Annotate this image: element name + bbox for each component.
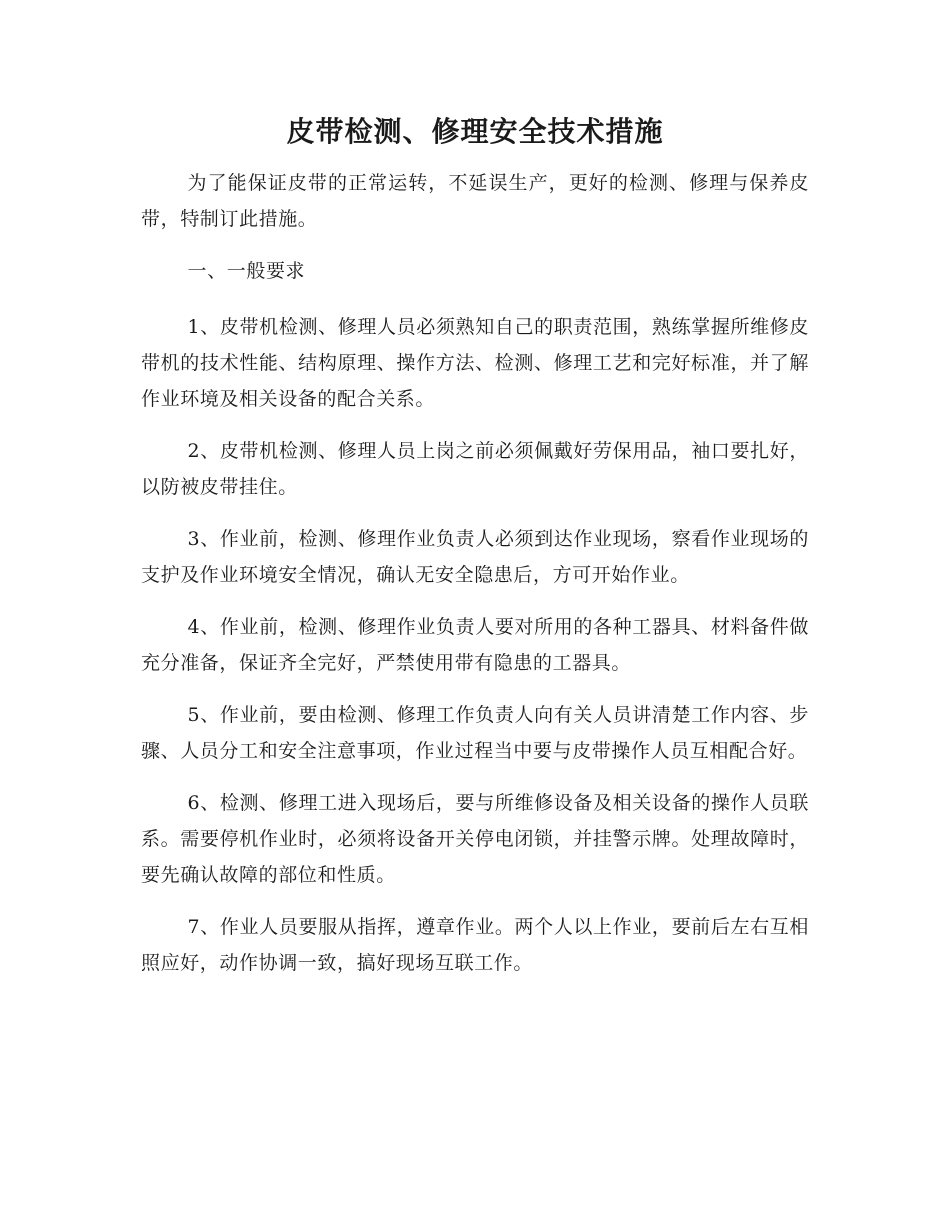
requirement-item-3: 3、作业前，检测、修理作业负责人必须到达作业现场，察看作业现场的支护及作业环境安全情况，确认无安全隐患后，方可开始作业。	[141, 528, 809, 586]
requirement-item-7: 7、作业人员要服从指挥，遵章作业。两个人以上作业，要前后左右互相照应好，动作协调一致，搞好现场互联工作。	[141, 916, 809, 974]
section-heading-general-requirements: 一、一般要求	[187, 260, 306, 282]
requirement-item-6: 6、检测、修理工进入现场后，要与所维修设备及相关设备的操作人员联系。需要停机作业时，必须将设备开关停电闭锁，并挂警示牌。处理故障时，要先确认故障的部位和性质。	[141, 792, 809, 886]
document-title: 皮带检测、修理安全技术措施	[286, 115, 664, 148]
requirement-item-5: 5、作业前，要由检测、修理工作负责人向有关人员讲清楚工作内容、步骤、人员分工和安全注意事项，作业过程当中要与皮带操作人员互相配合好。	[141, 704, 809, 762]
requirement-item-2: 2、皮带机检测、修理人员上岗之前必须佩戴好劳保用品，袖口要扎好，以防被皮带挂住。	[141, 440, 809, 498]
requirement-item-4: 4、作业前，检测、修理作业负责人要对所用的各种工器具、材料备件做充分准备，保证齐全完好，严禁使用带有隐患的工器具。	[141, 616, 809, 674]
document-body	[141, 165, 809, 997]
intro-paragraph: 为了能保证皮带的正常运转，不延误生产，更好的检测、修理与保养皮带，特制订此措施。	[141, 172, 809, 230]
requirement-item-1: 1、皮带机检测、修理人员必须熟知自己的职责范围，熟练掌握所维修皮带机的技术性能、结构原理、操作方法、检测、修理工艺和完好标准，并了解作业环境及相关设备的配合关系。	[141, 316, 809, 410]
